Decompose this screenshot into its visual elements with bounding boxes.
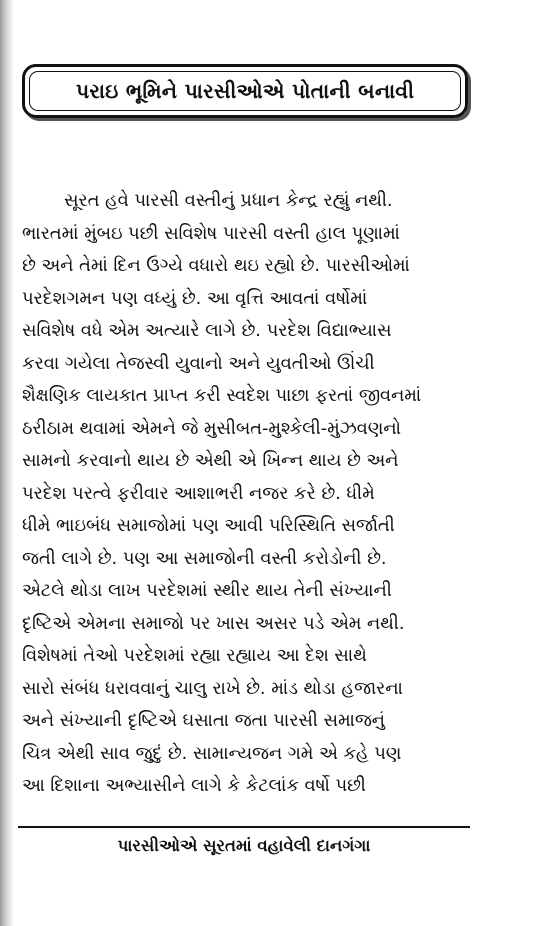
text-line: એટલે થોડા લાખ પરદેશમાં સ્થીર થાય તેની સંખ્યાની [22,580,392,601]
running-footer: પારસીઓએ સૂરતમાં વહાવેલી દાનગંગા [117,836,371,855]
text-line: સારો સંબંધ ધરાવવાનું ચાલુ રાખે છે. માંડ થોડા હજારના [22,677,403,699]
text-line: જતી લાગે છે. પણ આ સમાજોની વસ્તી કરોડોની છે. [22,547,387,569]
text-line: અને સંખ્યાની દૃષ્ટિએ ઘસાતા જતા પારસી સમાજનું [22,710,385,731]
text-line: દૃષ્ટિએ એમના સમાજો પર ખાસ અસર પડે એમ નથી. [22,612,405,634]
text-line: ઠરીઠામ થવામાં એમને જે મુસીબત-મુશ્કેલી-મુંઝવણનો [22,417,401,439]
text-line: શૈક્ષણિક લાયકાત પ્રાપ્ત કરી સ્વદેશ પાછા ફરતાં જીવનમાં [22,385,422,406]
text-line: ભારતમાં મુંબઇ પછી સવિશેષ પારસી વસ્તી હાલ પૂણામાં [22,222,400,244]
body-paragraph [22,185,472,803]
text-line: આ દિશાના અભ્યાસીને લાગે કે કેટલાંક વર્ષો પછી [22,775,366,796]
footer-divider [18,826,470,828]
chapter-title: પરાઇ ભૂમિને પારસીઓએ પોતાની બનાવી [75,78,415,103]
text-line: કરવા ગયેલા તેજસ્વી યુવાનો અને યુવતીઓ ઊંચી [22,352,375,374]
text-line: ધીમે ભાઇબંધ સમાજોમાં પણ આવી પરિસ્થિતિ સર્જાતી [22,515,395,536]
text-line: પરદેશ પરત્વે ફરીવાર આશાભરી નજર કરે છે. ધીમે [22,482,375,504]
text-line: સૂરત હવે પારસી વસ્તીનું પ્રધાન કેન્દ્ર રહ્યું નથી. [64,190,393,211]
chapter-title-box [22,64,468,118]
text-line: ચિત્ર એથી સાવ જુદું છે. સામાન્યજન ગમે એ કહે પણ [22,742,402,764]
text-line: છે અને તેમાં દિન ઉગ્યે વધારો થઇ રહ્યો છે. પારસીઓમાં [22,255,410,276]
text-line: પરદેશગમન પણ વધ્યું છે. આ વૃત્તિ આવતાં વર્ષોમાં [22,287,368,309]
text-line: સવિશેષ વધે એમ અત્યારે લાગે છે. પરદેશ વિદ્યાભ્યાસ [22,320,392,341]
text-line: સામનો કરવાનો થાય છે એથી એ ખિન્ન થાય છે અને [22,450,399,471]
text-line: વિશેષમાં તેઓ પરદેશમાં રહ્યા રહ્યાય આ દેશ સાથે [22,645,367,666]
page-gutter-shadow [0,0,14,926]
